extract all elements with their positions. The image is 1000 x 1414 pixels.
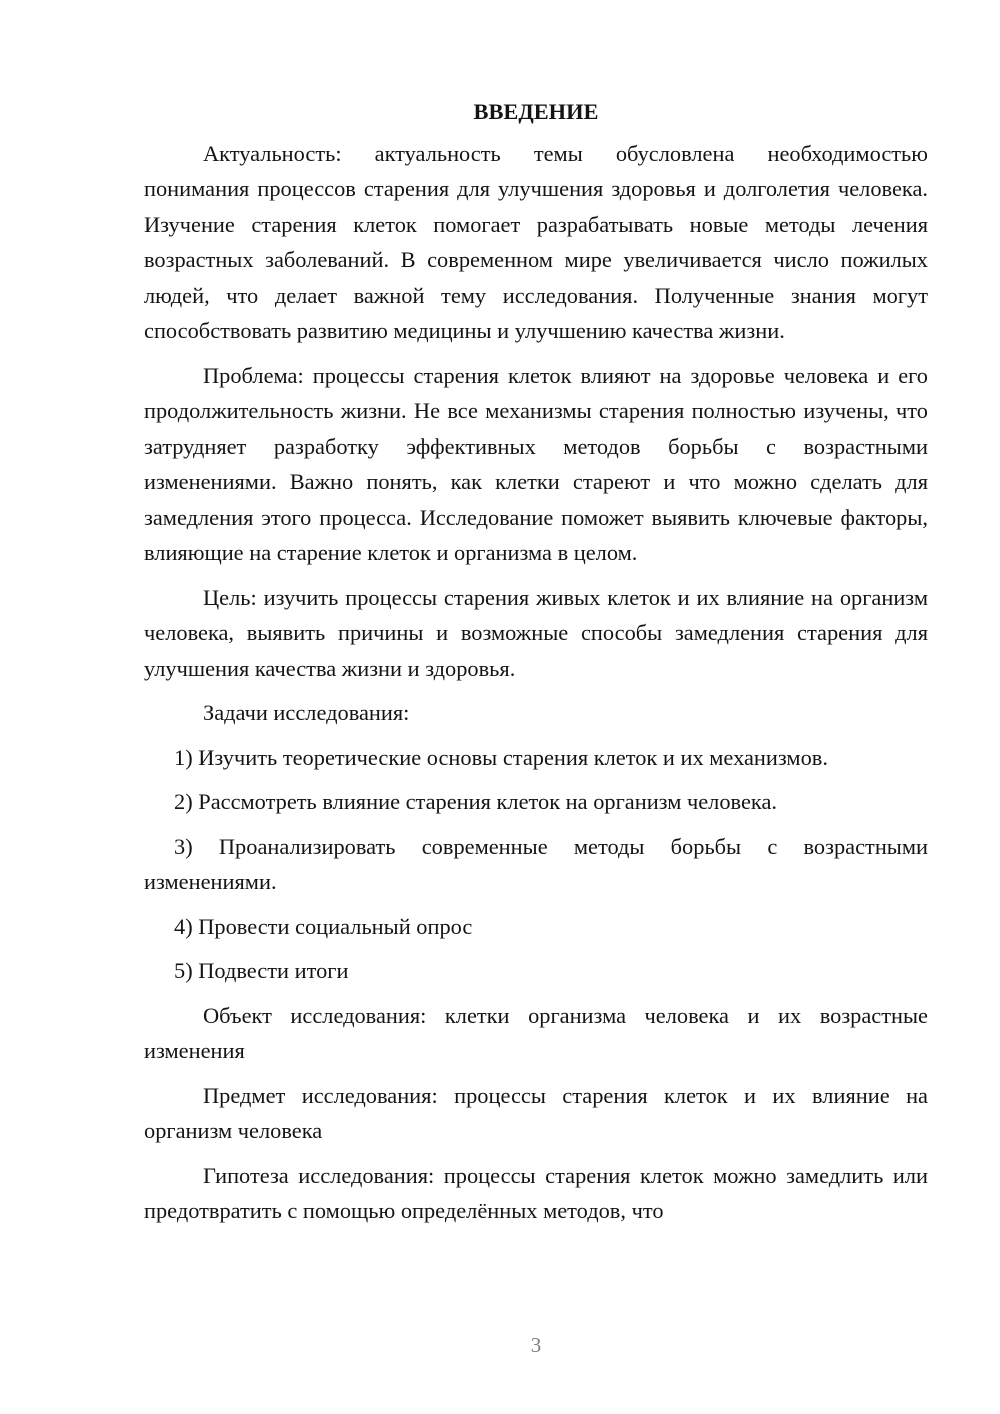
tasks-heading: Задачи исследования: <box>203 700 410 725</box>
page-body <box>144 94 928 1238</box>
section-heading: ВВЕДЕНИЕ <box>473 99 599 124</box>
paragraph-goal: Цель: изучить процессы старения живых клеток и их влияние на организм человека, выявить причины и возможные способы замедления старения для улучшения качества жизни и здоровья. <box>144 584 928 681</box>
task-item-1: 1) Изучить теоретические основы старения клеток и их механизмов. <box>174 744 828 770</box>
paragraph-subject: Предмет исследования: процессы старения клеток и их влияние на организм человека <box>144 1082 928 1143</box>
task-item-5: 5) Подвести итоги <box>174 958 349 983</box>
page-number: 3 <box>530 1333 542 1357</box>
paragraph-hypothesis: Гипотеза исследования: процессы старения клеток можно замедлить или предотвратить с помощью определённых методов, что <box>144 1162 928 1223</box>
paragraph-object: Объект исследования: клетки организма человека и их возрастные изменения <box>144 1002 928 1063</box>
paragraph-problem: Проблема: процессы старения клеток влияют на здоровье человека и его продолжительность жизни. Не все механизмы старения полностью изучены, что затрудняет разработку эффективных методов борьбы с возрастными изменениями. Важно понять, как клетки стареют и что можно сделать для замедления этого процесса. Исследование поможет выявить ключевые факторы, влияющие на старение клеток и организма в целом. <box>144 362 928 565</box>
task-item-4: 4) Провести социальный опрос <box>174 913 473 939</box>
paragraph-relevance: Актуальность: актуальность темы обусловлена необходимостью понимания процессов старения для улучшения здоровья и долголетия человека. Изучение старения клеток помогает разрабатывать новые методы лечения возрастных заболеваний. В современном мире увеличивается число пожилых людей, что делает важной тему исследования. Полученные знания могут способствовать развитию медицины и улучшению качества жизни. <box>144 140 928 343</box>
task-item-3: 3) Проанализировать современные методы борьбы с возрастными изменениями. <box>144 833 928 894</box>
task-item-2: 2) Рассмотреть влияние старения клеток на организм человека. <box>174 789 777 814</box>
